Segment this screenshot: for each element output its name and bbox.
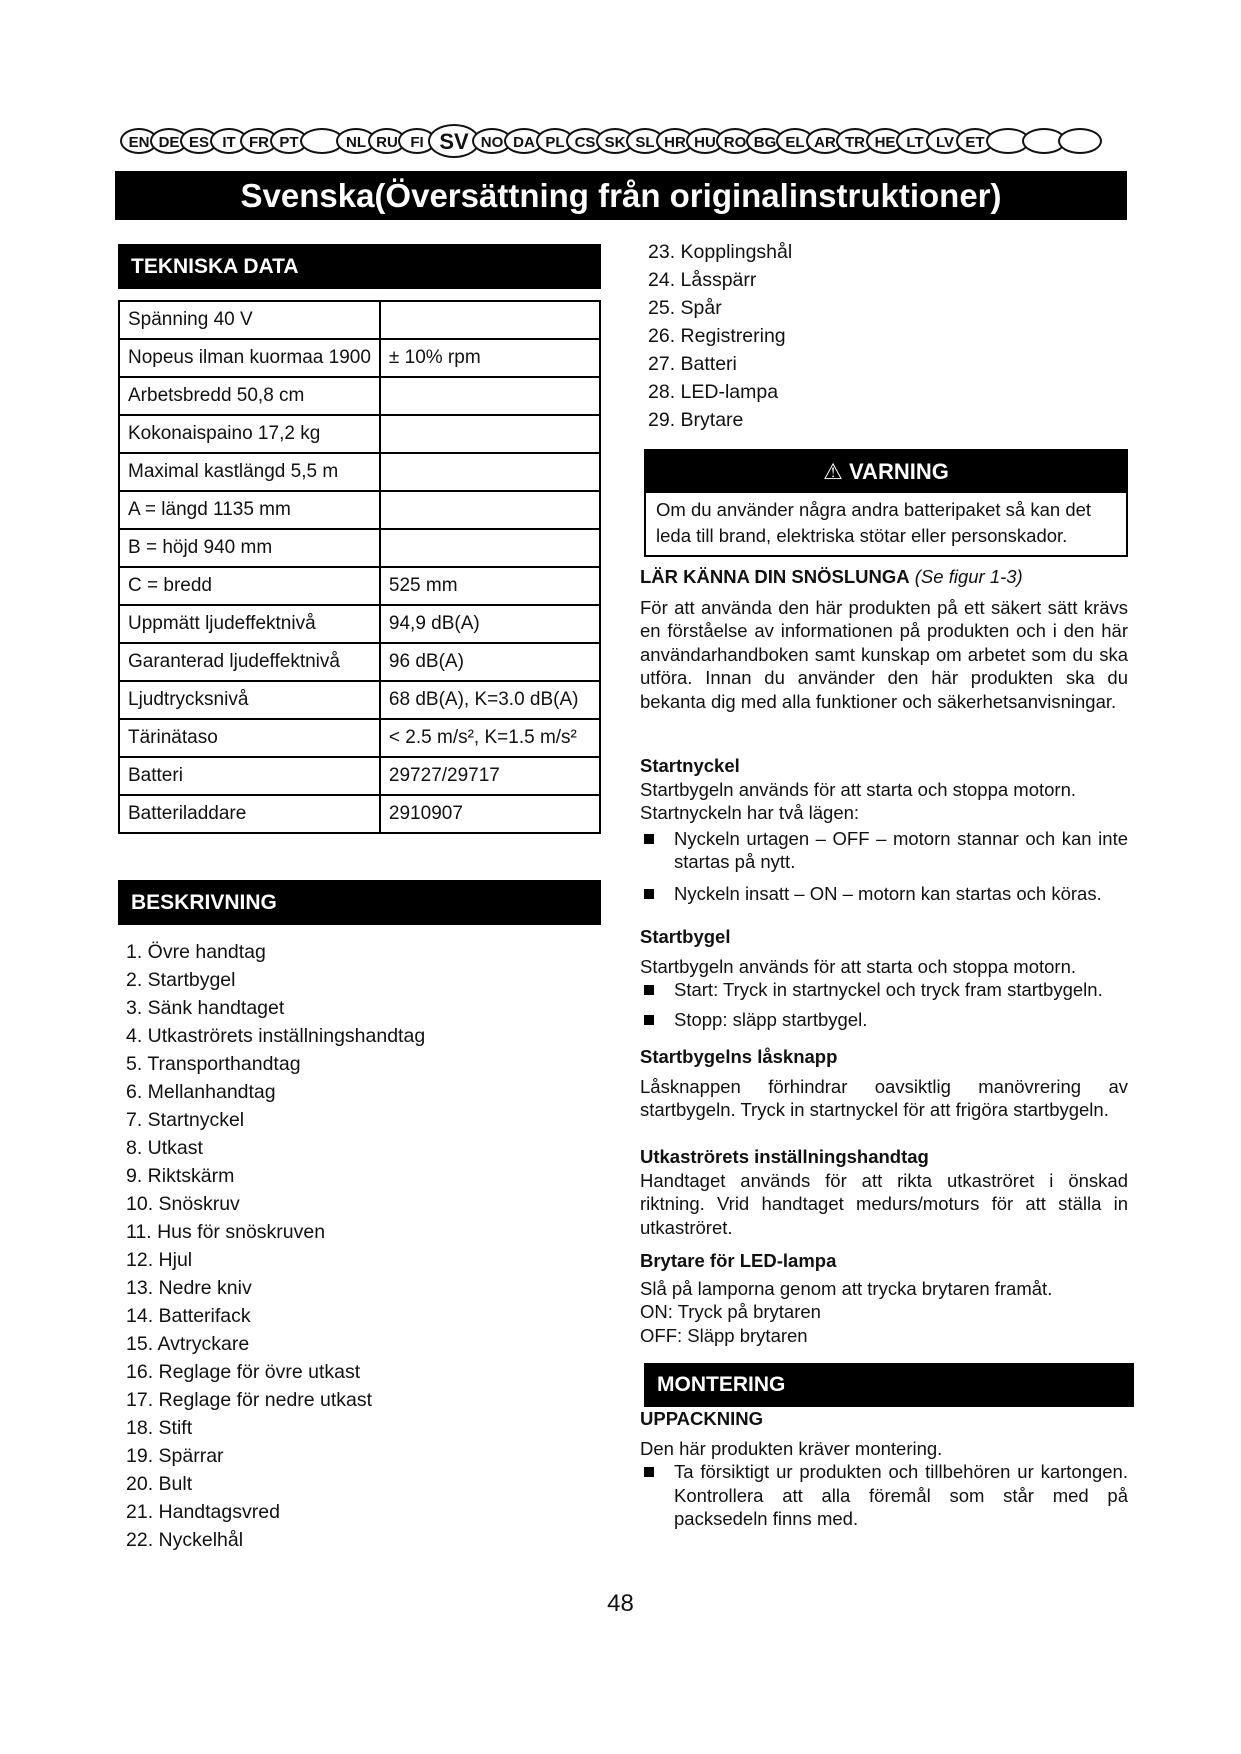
lasknapp-section xyxy=(640,1045,1128,1122)
spec-label: Uppmätt ljudeffektnivå xyxy=(119,605,380,643)
language-tab-hu: HU xyxy=(686,128,724,154)
language-tab-he: HE xyxy=(866,128,904,154)
know-text: För att använda den här produkten på ett säkert sätt krävs en förståelse av informationen på produkten och i den här användarhandboken samt kunskap om arbetet som du ska utföra. Innan du använder den här produkten ska du bekanta dig med alla funktioner och säkerhetsanvisningar. xyxy=(640,596,1128,712)
list-item: 20. Bult xyxy=(126,1473,193,1495)
lasknapp-text: Låsknappen förhindrar oavsiktlig manövrering av startbygeln. Tryck in startnyckel för att frigöra startbygeln. xyxy=(640,1075,1128,1120)
led-line-2: ON: Tryck på brytaren xyxy=(640,1301,821,1322)
parts-list-left xyxy=(126,938,425,1554)
language-tab-ro: RO xyxy=(716,128,754,154)
language-tab-et: ET xyxy=(956,128,994,154)
spec-value: 525 mm xyxy=(380,567,600,605)
list-item: 12. Hjul xyxy=(126,1249,193,1271)
list-item: 14. Batterifack xyxy=(126,1305,251,1327)
list-item: 21. Handtagsvred xyxy=(126,1501,280,1523)
language-tab-it: IT xyxy=(210,128,248,154)
spec-row xyxy=(119,529,600,567)
startnyckel-bullet-2: Nyckeln insatt – ON – motorn kan startas och köras. xyxy=(640,882,1128,906)
montering-bullet: Ta försiktigt ur produkten och tillbehören ur kartongen. Kontrollera att alla föremål som står med på packsedeln finns med. xyxy=(640,1460,1128,1531)
language-tab-nl: NL xyxy=(336,128,376,154)
spec-row xyxy=(119,605,600,643)
list-item: 1. Övre handtag xyxy=(126,941,266,963)
spec-value: 96 dB(A) xyxy=(380,643,600,681)
spec-label: B = höjd 940 mm xyxy=(119,529,380,567)
startbygel-section xyxy=(640,925,1128,1031)
warning-box xyxy=(644,449,1128,557)
spec-label: Garanterad ljudeffektnivå xyxy=(119,643,380,681)
list-item: 8. Utkast xyxy=(126,1137,203,1159)
language-tab-lt: LT xyxy=(896,128,934,154)
montering-text: Den här produkten kräver montering. xyxy=(640,1437,943,1459)
language-tab-pt: PT xyxy=(270,128,308,154)
language-tab-sl: SL xyxy=(626,128,664,154)
spec-value xyxy=(380,453,600,491)
spec-value xyxy=(380,415,600,453)
spec-row xyxy=(119,491,600,529)
spec-value: 2910907 xyxy=(380,795,600,833)
spec-row xyxy=(119,681,600,719)
spec-row xyxy=(119,757,600,795)
language-tab-en: EN xyxy=(120,128,158,154)
list-item: 6. Mellanhandtag xyxy=(126,1081,276,1103)
language-tab-fi: FI xyxy=(398,128,436,154)
language-tab-de: DE xyxy=(150,128,188,154)
list-item: 9. Riktskärm xyxy=(126,1165,235,1187)
list-item: 17. Reglage för nedre utkast xyxy=(126,1389,373,1411)
parts-list-right xyxy=(648,238,792,434)
language-tab-el: EL xyxy=(776,128,814,154)
list-item: 7. Startnyckel xyxy=(126,1109,245,1131)
spec-value xyxy=(380,301,600,339)
language-tab-ru: RU xyxy=(368,128,406,154)
list-item: 25. Spår xyxy=(648,297,722,319)
spec-value: 94,9 dB(A) xyxy=(380,605,600,643)
list-item: 18. Stift xyxy=(126,1417,193,1439)
list-item: 24. Låsspärr xyxy=(648,269,757,291)
list-item: 11. Hus för snöskruven xyxy=(126,1221,326,1243)
language-tab-no: NO xyxy=(472,128,512,154)
startnyckel-bullet-1: Nyckeln urtagen – OFF – motorn stannar och kan inte startas på nytt. xyxy=(640,827,1128,874)
list-item: 4. Utkaströrets inställningshandtag xyxy=(126,1025,426,1047)
page-title: Svenska(Översättning från originalinstruktioner) xyxy=(115,171,1127,220)
warning-icon: ⚠ xyxy=(823,459,843,484)
warning-heading xyxy=(646,451,1126,493)
montering-subheading: UPPACKNING xyxy=(640,1408,763,1429)
language-tab-tr: TR xyxy=(836,128,874,154)
startbygel-text: Startbygeln används för att starta och stoppa motorn. xyxy=(640,955,1077,977)
startbygel-heading: Startbygel xyxy=(640,926,731,947)
utkast-heading: Utkaströrets inställningshandtag xyxy=(640,1146,929,1167)
spec-row xyxy=(119,415,600,453)
list-item: 23. Kopplingshål xyxy=(648,241,793,263)
list-item: 27. Batteri xyxy=(648,353,737,375)
utkast-text: Handtaget används för att rikta utkaströret i önskad riktning. Vrid handtaget medurs/moturs för att ställa in utkaströret. xyxy=(640,1169,1128,1238)
list-item: 16. Reglage för övre utkast xyxy=(126,1361,361,1383)
spec-row xyxy=(119,567,600,605)
know-heading: LÄR KÄNNA DIN SNÖSLUNGA xyxy=(640,566,910,587)
spec-row xyxy=(119,339,600,377)
language-tab-empty xyxy=(1058,128,1102,154)
led-heading: Brytare för LED-lampa xyxy=(640,1250,837,1271)
startnyckel-section xyxy=(640,754,1128,905)
startbygel-bullet-1: Start: Tryck in startnyckel och tryck fram startbygeln. xyxy=(640,978,1128,1002)
language-tab-hr: HR xyxy=(656,128,694,154)
list-item: 13. Nedre kniv xyxy=(126,1277,252,1299)
language-tab-da: DA xyxy=(504,128,544,154)
spec-label: C = bredd xyxy=(119,567,380,605)
spec-row xyxy=(119,719,600,757)
spec-value xyxy=(380,491,600,529)
language-tab-sv: SV xyxy=(428,124,480,158)
spec-label: Spänning 40 V xyxy=(119,301,380,339)
description-heading: BESKRIVNING xyxy=(118,880,601,925)
led-line-3: OFF: Släpp brytaren xyxy=(640,1324,808,1346)
tech-data-heading: TEKNISKA DATA xyxy=(118,244,601,289)
spec-row xyxy=(119,453,600,491)
language-tab-ar: AR xyxy=(806,128,844,154)
list-item: 29. Brytare xyxy=(648,409,744,431)
startnyckel-text: Startbygeln används för att starta och stoppa motorn. Startnyckeln har två lägen: xyxy=(640,778,1077,823)
spec-value: 29727/29717 xyxy=(380,757,600,795)
montering-section xyxy=(640,1407,1128,1531)
know-figure-ref: (Se figur 1-3) xyxy=(914,566,1023,587)
spec-table xyxy=(118,300,601,834)
language-tab-cs: CS xyxy=(566,128,604,154)
spec-label: Ljudtrycksnivå xyxy=(119,681,380,719)
know-section xyxy=(640,565,1128,713)
list-item: 15. Avtryckare xyxy=(126,1333,250,1355)
spec-row xyxy=(119,643,600,681)
spec-row xyxy=(119,377,600,415)
language-tab-pl: PL xyxy=(536,128,574,154)
list-item: 22. Nyckelhål xyxy=(126,1529,244,1551)
spec-row xyxy=(119,301,600,339)
spec-label: Batteriladdare xyxy=(119,795,380,833)
led-line-1: Slå på lamporna genom att trycka brytaren framåt. xyxy=(640,1277,1053,1299)
language-tab-sk: SK xyxy=(596,128,634,154)
startbygel-bullet-2: Stopp: släpp startbygel. xyxy=(640,1008,1128,1032)
spec-label: Batteri xyxy=(119,757,380,795)
led-section xyxy=(640,1249,1128,1347)
language-tabs xyxy=(120,128,1120,158)
lasknapp-heading: Startbygelns låsknapp xyxy=(640,1046,838,1067)
spec-label: A = längd 1135 mm xyxy=(119,491,380,529)
spec-value: ± 10% rpm xyxy=(380,339,600,377)
list-item: 2. Startbygel xyxy=(126,969,236,991)
spec-label: Nopeus ilman kuormaa 1900 xyxy=(119,339,380,377)
warning-heading-text: VARNING xyxy=(849,459,949,484)
language-tab-es: ES xyxy=(180,128,218,154)
list-item: 10. Snöskruv xyxy=(126,1193,240,1215)
language-tab-lv: LV xyxy=(926,128,964,154)
spec-label: Tärinätaso xyxy=(119,719,380,757)
spec-value xyxy=(380,529,600,567)
montering-heading: MONTERING xyxy=(644,1363,1134,1407)
utkast-section xyxy=(640,1145,1128,1239)
list-item: 26. Registrering xyxy=(648,325,786,347)
list-item: 3. Sänk handtaget xyxy=(126,997,285,1019)
spec-value: 68 dB(A), K=3.0 dB(A) xyxy=(380,681,600,719)
spec-label: Maximal kastlängd 5,5 m xyxy=(119,453,380,491)
page-number: 48 xyxy=(607,1590,634,1617)
spec-label: Kokonaispaino 17,2 kg xyxy=(119,415,380,453)
spec-value xyxy=(380,377,600,415)
language-tab-bg: BG xyxy=(746,128,784,154)
list-item: 19. Spärrar xyxy=(126,1445,224,1467)
warning-text: Om du använder några andra batteripaket så kan det leda till brand, elektriska stötar eller personskador. xyxy=(656,499,1092,546)
list-item: 28. LED-lampa xyxy=(648,381,779,403)
startnyckel-heading: Startnyckel xyxy=(640,755,740,776)
language-tab-fr: FR xyxy=(240,128,278,154)
spec-label: Arbetsbredd 50,8 cm xyxy=(119,377,380,415)
list-item: 5. Transporthandtag xyxy=(126,1053,301,1075)
spec-value: < 2.5 m/s², K=1.5 m/s² xyxy=(380,719,600,757)
spec-row xyxy=(119,795,600,833)
